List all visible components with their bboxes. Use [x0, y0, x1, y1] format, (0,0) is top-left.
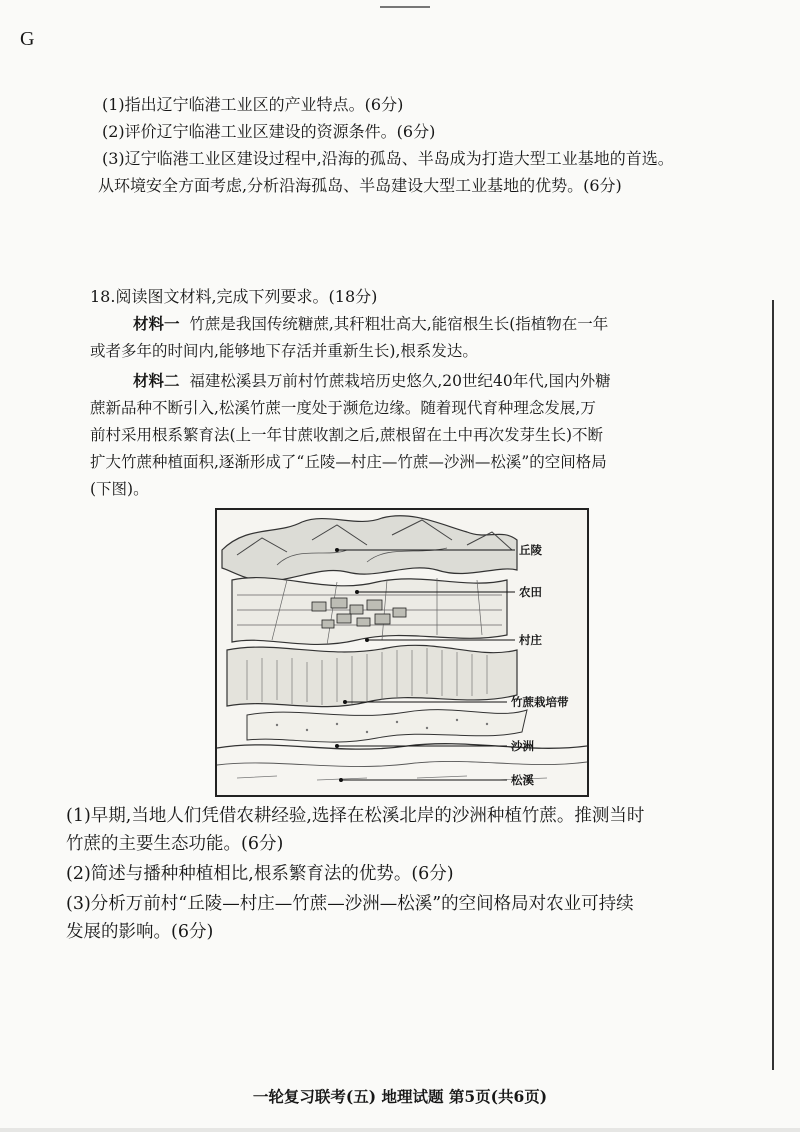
scan-margin-line — [772, 300, 774, 1070]
scan-top-mark — [380, 6, 430, 8]
material-1-text-1: 竹蔗是我国传统糖蔗,其秆粗壮高大,能宿根生长(指植物在一年 — [189, 315, 609, 333]
label-river: 松溪 — [511, 773, 534, 787]
material-1-line-2: 或者多年的时间内,能够地下存活并重新生长),根系发达。 — [90, 342, 478, 360]
q18-heading: 18.阅读图文材料,完成下列要求。(18分) — [90, 287, 378, 306]
material-2-line-1 — [133, 369, 611, 391]
label-village: 村庄 — [519, 633, 542, 647]
label-hills: 丘陵 — [519, 543, 542, 557]
label-farmland: 农田 — [519, 585, 542, 599]
material-2-line-3: 前村采用根系繁育法(上一年甘蔗收割之后,蔗根留在土中再次发芽生长)不断 — [90, 426, 604, 444]
q18-question-1-cont: 竹蔗的主要生态功能。(6分) — [66, 834, 284, 854]
page-footer: 一轮复习联考(五) 地理试题 第5页(共6页) — [252, 1087, 548, 1106]
corner-mark: G — [20, 28, 35, 50]
q17-item-3-cont: 从环境安全方面考虑,分析沿海孤岛、半岛建设大型工业基地的优势。(6分) — [98, 176, 622, 195]
material-2-line-5: (下图)。 — [90, 480, 149, 498]
q18-question-1: (1)早期,当地人们凭借农耕经验,选择在松溪北岸的沙洲种植竹蔗。推测当时 — [66, 806, 645, 826]
q17-item-1: (1)指出辽宁临港工业区的产业特点。(6分) — [102, 95, 404, 114]
material-2-line-2: 蔗新品种不断引入,松溪竹蔗一度处于濒危边缘。随着现代育种理念发展,万 — [90, 399, 596, 417]
q18-question-3-cont: 发展的影响。(6分) — [66, 922, 214, 942]
material-1-label: 材料一 — [133, 314, 180, 333]
q17-item-3: (3)辽宁临港工业区建设过程中,沿海的孤岛、半岛成为打造大型工业基地的首选。 — [102, 149, 674, 168]
material-1-line-1 — [133, 312, 608, 334]
q18-question-2: (2)简述与播种种植相比,根系繁育法的优势。(6分) — [66, 864, 454, 884]
landscape-figure — [215, 508, 589, 797]
material-2-label: 材料二 — [133, 371, 180, 390]
material-2-text-1: 福建松溪县万前村竹蔗栽培历史悠久,20世纪40年代,国内外糖 — [189, 372, 611, 390]
material-2-line-4: 扩大竹蔗种植面积,逐渐形成了“丘陵—村庄—竹蔗—沙洲—松溪”的空间格局 — [90, 453, 607, 471]
label-sugarcane-belt: 竹蔗栽培带 — [511, 695, 569, 709]
q17-item-2: (2)评价辽宁临港工业区建设的资源条件。(6分) — [102, 122, 436, 141]
label-sandbar: 沙洲 — [511, 739, 534, 753]
scan-bottom-edge — [0, 1128, 800, 1132]
q18-question-3: (3)分析万前村“丘陵—村庄—竹蔗—沙洲—松溪”的空间格局对农业可持续 — [66, 894, 634, 914]
